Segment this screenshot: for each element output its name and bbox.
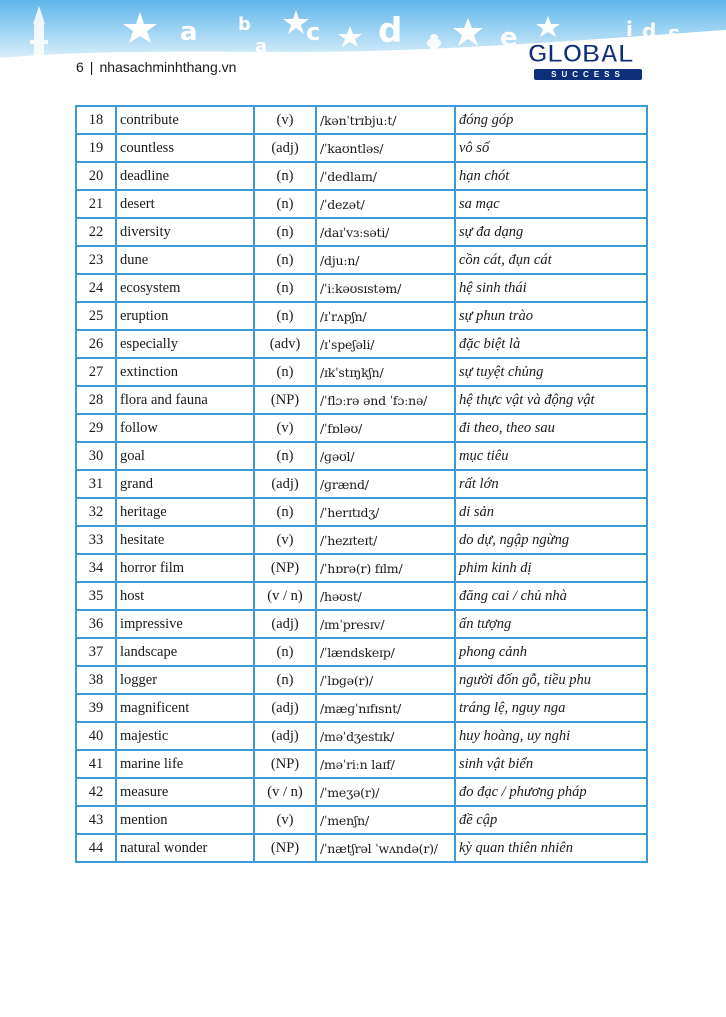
- pronunciation: /kənˈtrɪbjuːt/: [316, 106, 455, 134]
- entry-number: 36: [76, 610, 116, 638]
- global-success-logo: [524, 38, 650, 84]
- pronunciation: /ɪˈrʌpʃn/: [316, 302, 455, 330]
- table-row: [76, 778, 647, 806]
- entry-number: 43: [76, 806, 116, 834]
- entry-number: 28: [76, 386, 116, 414]
- entry-word: follow: [116, 414, 254, 442]
- meaning: đóng góp: [455, 106, 647, 134]
- entry-word: dune: [116, 246, 254, 274]
- entry-word: horror film: [116, 554, 254, 582]
- part-of-speech: (n): [254, 246, 316, 274]
- meaning: đặc biệt là: [455, 330, 647, 358]
- pronunciation: /ˈhezɪteɪt/: [316, 526, 455, 554]
- entry-word: marine life: [116, 750, 254, 778]
- part-of-speech: (n): [254, 162, 316, 190]
- part-of-speech: (adj): [254, 610, 316, 638]
- table-row: [76, 470, 647, 498]
- entry-word: grand: [116, 470, 254, 498]
- entry-word: hesitate: [116, 526, 254, 554]
- pronunciation: /ˈmeʒə(r)/: [316, 778, 455, 806]
- table-row: [76, 806, 647, 834]
- entry-number: 35: [76, 582, 116, 610]
- table-row: [76, 498, 647, 526]
- vocabulary-table-body: [76, 106, 647, 862]
- table-row: [76, 610, 647, 638]
- meaning: ấn tượng: [455, 610, 647, 638]
- entry-word: ecosystem: [116, 274, 254, 302]
- pronunciation: /ɪkˈstɪŋkʃn/: [316, 358, 455, 386]
- table-row: [76, 582, 647, 610]
- pronunciation: /ˈfɒləʊ/: [316, 414, 455, 442]
- entry-number: 27: [76, 358, 116, 386]
- pronunciation: /mæɡˈnɪfɪsnt/: [316, 694, 455, 722]
- table-row: [76, 274, 647, 302]
- meaning: di sản: [455, 498, 647, 526]
- separator: |: [89, 59, 94, 75]
- part-of-speech: (NP): [254, 386, 316, 414]
- pronunciation: /məˈdʒestɪk/: [316, 722, 455, 750]
- meaning: đề cập: [455, 806, 647, 834]
- vocabulary-table: [75, 105, 648, 863]
- meaning: phim kinh dị: [455, 554, 647, 582]
- entry-number: 30: [76, 442, 116, 470]
- entry-word: measure: [116, 778, 254, 806]
- table-row: [76, 526, 647, 554]
- table-row: [76, 722, 647, 750]
- meaning: phong cảnh: [455, 638, 647, 666]
- entry-word: impressive: [116, 610, 254, 638]
- logo-subtitle: SUCCESS: [534, 69, 642, 80]
- entry-number: 44: [76, 834, 116, 862]
- svg-text:d: d: [642, 19, 657, 43]
- entry-number: 40: [76, 722, 116, 750]
- part-of-speech: (n): [254, 274, 316, 302]
- part-of-speech: (adj): [254, 694, 316, 722]
- pronunciation: /ˈdezət/: [316, 190, 455, 218]
- entry-word: logger: [116, 666, 254, 694]
- entry-word: flora and fauna: [116, 386, 254, 414]
- entry-number: 37: [76, 638, 116, 666]
- table-row: [76, 246, 647, 274]
- pronunciation: /ˈflɔːrə ənd ˈfɔːnə/: [316, 386, 455, 414]
- meaning: sự đa dạng: [455, 218, 647, 246]
- meaning: hệ sinh thái: [455, 274, 647, 302]
- table-row: [76, 386, 647, 414]
- pronunciation: /daɪˈvɜːsəti/: [316, 218, 455, 246]
- pronunciation: /ˈiːkəʊsɪstəm/: [316, 274, 455, 302]
- page-number: 6: [76, 59, 84, 75]
- svg-text:i: i: [626, 17, 633, 41]
- pronunciation: /ˈnætʃrəl ˈwʌndə(r)/: [316, 834, 455, 862]
- svg-text:b: b: [238, 14, 251, 35]
- meaning: hạn chót: [455, 162, 647, 190]
- meaning: do dự, ngập ngừng: [455, 526, 647, 554]
- entry-number: 23: [76, 246, 116, 274]
- entry-number: 31: [76, 470, 116, 498]
- pronunciation: /ˈlændskeɪp/: [316, 638, 455, 666]
- meaning: sa mạc: [455, 190, 647, 218]
- part-of-speech: (v / n): [254, 582, 316, 610]
- part-of-speech: (v): [254, 806, 316, 834]
- part-of-speech: (v): [254, 414, 316, 442]
- entry-number: 24: [76, 274, 116, 302]
- pronunciation: /ˈlɒɡə(r)/: [316, 666, 455, 694]
- entry-word: especially: [116, 330, 254, 358]
- entry-number: 38: [76, 666, 116, 694]
- pronunciation: /ˈhɒrə(r) fɪlm/: [316, 554, 455, 582]
- entry-number: 39: [76, 694, 116, 722]
- entry-word: contribute: [116, 106, 254, 134]
- part-of-speech: (n): [254, 218, 316, 246]
- svg-text:c: c: [306, 18, 321, 46]
- entry-word: majestic: [116, 722, 254, 750]
- pronunciation: /ɡəʊl/: [316, 442, 455, 470]
- meaning: đăng cai / chủ nhà: [455, 582, 647, 610]
- table-row: [76, 134, 647, 162]
- part-of-speech: (n): [254, 190, 316, 218]
- meaning: cồn cát, đụn cát: [455, 246, 647, 274]
- meaning: huy hoàng, uy nghi: [455, 722, 647, 750]
- pronunciation: /ˈmenʃn/: [316, 806, 455, 834]
- meaning: đi theo, theo sau: [455, 414, 647, 442]
- part-of-speech: (n): [254, 302, 316, 330]
- entry-number: 29: [76, 414, 116, 442]
- svg-text:e: e: [500, 23, 518, 53]
- entry-word: heritage: [116, 498, 254, 526]
- entry-word: countless: [116, 134, 254, 162]
- entry-number: 22: [76, 218, 116, 246]
- entry-number: 19: [76, 134, 116, 162]
- entry-word: diversity: [116, 218, 254, 246]
- entry-word: natural wonder: [116, 834, 254, 862]
- table-row: [76, 834, 647, 862]
- pronunciation: /ɪˈspeʃəli/: [316, 330, 455, 358]
- entry-word: desert: [116, 190, 254, 218]
- part-of-speech: (n): [254, 638, 316, 666]
- table-row: [76, 190, 647, 218]
- logo-word: GLOBAL: [528, 40, 634, 68]
- part-of-speech: (NP): [254, 750, 316, 778]
- part-of-speech: (adj): [254, 470, 316, 498]
- pronunciation: /ɪmˈpresɪv/: [316, 610, 455, 638]
- table-row: [76, 106, 647, 134]
- meaning: mục tiêu: [455, 442, 647, 470]
- part-of-speech: (n): [254, 442, 316, 470]
- entry-number: 18: [76, 106, 116, 134]
- table-row: [76, 554, 647, 582]
- page-footer-info: [76, 59, 236, 75]
- part-of-speech: (adv): [254, 330, 316, 358]
- svg-text:d: d: [378, 11, 403, 51]
- entry-word: host: [116, 582, 254, 610]
- table-row: [76, 218, 647, 246]
- meaning: sự tuyệt chủng: [455, 358, 647, 386]
- table-row: [76, 358, 647, 386]
- meaning: đo đạc / phương pháp: [455, 778, 647, 806]
- svg-text:s: s: [668, 21, 680, 45]
- part-of-speech: (n): [254, 498, 316, 526]
- meaning: sinh vật biển: [455, 750, 647, 778]
- entry-word: magnificent: [116, 694, 254, 722]
- part-of-speech: (NP): [254, 554, 316, 582]
- site-url: nhasachminhthang.vn: [99, 59, 237, 75]
- entry-word: landscape: [116, 638, 254, 666]
- entry-number: 33: [76, 526, 116, 554]
- svg-text:a: a: [255, 36, 268, 57]
- table-row: [76, 330, 647, 358]
- meaning: rất lớn: [455, 470, 647, 498]
- table-row: [76, 442, 647, 470]
- table-row: [76, 302, 647, 330]
- part-of-speech: (NP): [254, 834, 316, 862]
- entry-number: 34: [76, 554, 116, 582]
- entry-number: 25: [76, 302, 116, 330]
- part-of-speech: (v): [254, 526, 316, 554]
- entry-number: 42: [76, 778, 116, 806]
- meaning: sự phun trào: [455, 302, 647, 330]
- pronunciation: /ˈherɪtɪdʒ/: [316, 498, 455, 526]
- entry-word: goal: [116, 442, 254, 470]
- entry-word: extinction: [116, 358, 254, 386]
- entry-number: 41: [76, 750, 116, 778]
- table-row: [76, 638, 647, 666]
- meaning: kỳ quan thiên nhiên: [455, 834, 647, 862]
- meaning: tráng lệ, nguy nga: [455, 694, 647, 722]
- table-row: [76, 414, 647, 442]
- entry-word: deadline: [116, 162, 254, 190]
- svg-text:a: a: [180, 17, 198, 47]
- meaning: người đốn gỗ, tiều phu: [455, 666, 647, 694]
- part-of-speech: (adj): [254, 134, 316, 162]
- table-row: [76, 666, 647, 694]
- entry-number: 21: [76, 190, 116, 218]
- part-of-speech: (n): [254, 358, 316, 386]
- pronunciation: /məˈriːn laɪf/: [316, 750, 455, 778]
- pronunciation: /ɡrænd/: [316, 470, 455, 498]
- part-of-speech: (v): [254, 106, 316, 134]
- entry-number: 26: [76, 330, 116, 358]
- entry-word: mention: [116, 806, 254, 834]
- entry-number: 32: [76, 498, 116, 526]
- meaning: vô số: [455, 134, 647, 162]
- entry-word: eruption: [116, 302, 254, 330]
- part-of-speech: (n): [254, 666, 316, 694]
- part-of-speech: (adj): [254, 722, 316, 750]
- table-row: [76, 162, 647, 190]
- pronunciation: /djuːn/: [316, 246, 455, 274]
- meaning: hệ thực vật và động vật: [455, 386, 647, 414]
- pronunciation: /ˈdedlaɪn/: [316, 162, 455, 190]
- page-header: [0, 0, 726, 92]
- table-row: [76, 694, 647, 722]
- part-of-speech: (v / n): [254, 778, 316, 806]
- pronunciation: /həʊst/: [316, 582, 455, 610]
- pronunciation: /ˈkaʊntləs/: [316, 134, 455, 162]
- entry-number: 20: [76, 162, 116, 190]
- table-row: [76, 750, 647, 778]
